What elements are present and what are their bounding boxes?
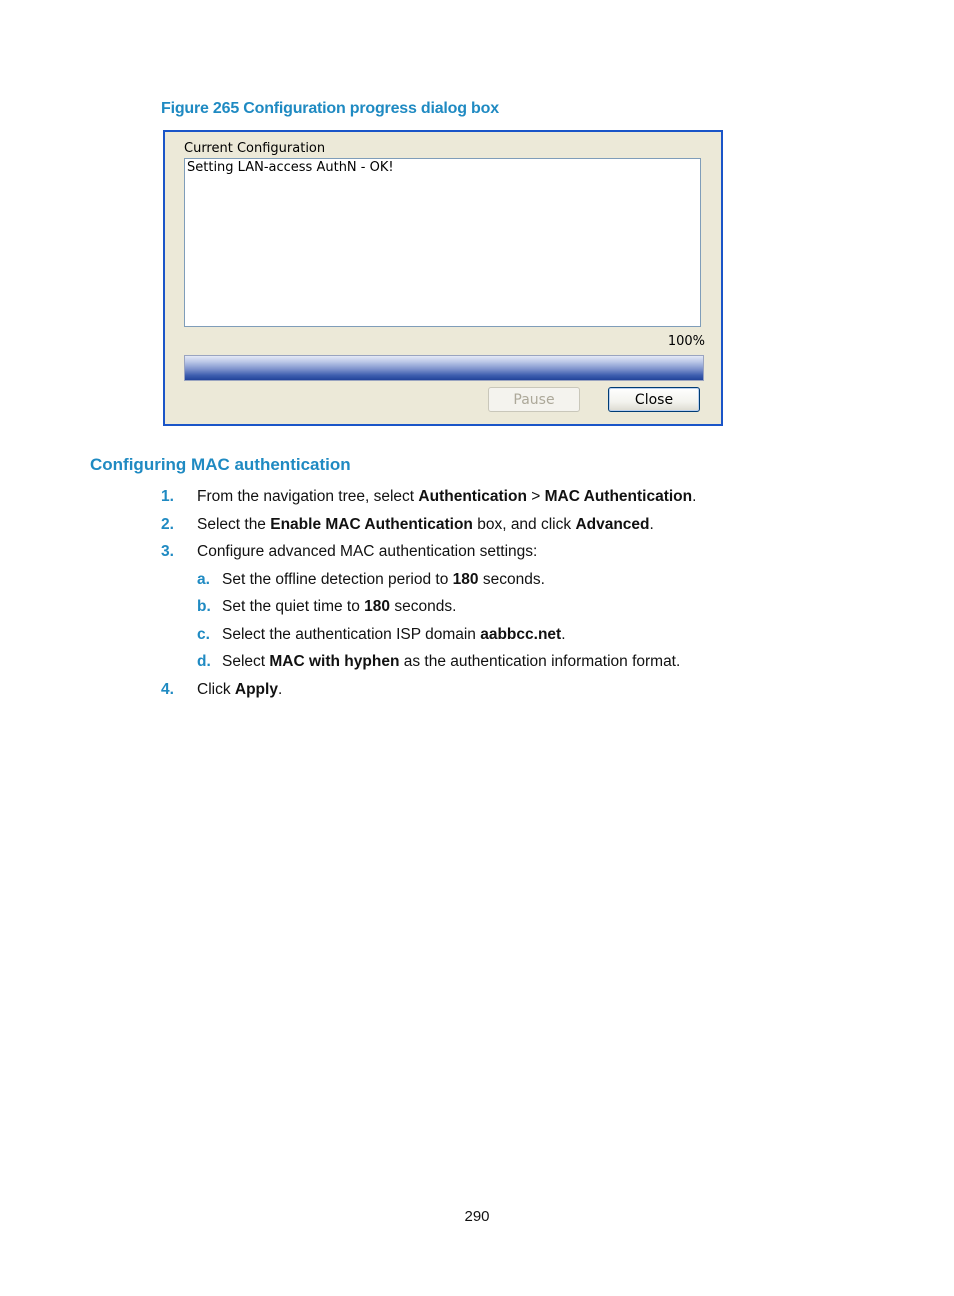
step-number: 2. xyxy=(161,516,174,533)
log-line: Setting LAN-access AuthN - OK! xyxy=(187,160,394,175)
progress-bar-fill xyxy=(185,356,703,380)
substep-text: Set the quiet time to 180 seconds. xyxy=(222,598,457,615)
substep-letter: b. xyxy=(197,598,211,615)
step-number: 1. xyxy=(161,488,174,505)
ui-term: MAC with hyphen xyxy=(269,653,400,670)
configuration-log-box[interactable] xyxy=(184,158,701,327)
substep-letter: d. xyxy=(197,653,211,670)
ui-term: Apply xyxy=(234,681,278,698)
substep-text: Set the offline detection period to 180 seconds. xyxy=(222,571,545,588)
step-text: Click Apply. xyxy=(197,681,283,698)
progress-percent-text: 100% xyxy=(667,334,705,349)
progress-bar xyxy=(184,355,704,381)
step-text: From the navigation tree, select Authentication > MAC Authentication. xyxy=(197,488,697,505)
ui-term: aabbcc.net xyxy=(480,626,562,643)
ui-term: MAC Authentication xyxy=(544,488,693,505)
substep-text: Select the authentication ISP domain aabbcc.net. xyxy=(222,626,566,643)
ui-term: 180 xyxy=(452,571,479,588)
section-heading: Configuring MAC authentication xyxy=(90,455,351,474)
substep-letter: c. xyxy=(197,626,210,643)
step-number: 4. xyxy=(161,681,174,698)
ui-term: 180 xyxy=(364,598,391,615)
substep-text: Select MAC with hyphen as the authentication information format. xyxy=(222,653,681,670)
close-button[interactable]: Close xyxy=(608,387,700,412)
pause-button[interactable]: Pause xyxy=(488,387,580,412)
substep-letter: a. xyxy=(197,571,210,588)
step-text: Select the Enable MAC Authentication box, and click Advanced. xyxy=(197,516,654,533)
page-number: 290 xyxy=(464,1208,490,1225)
step-text: Configure advanced MAC authentication settings: xyxy=(197,543,538,560)
step-number: 3. xyxy=(161,543,174,560)
ui-term: Authentication xyxy=(418,488,527,505)
current-configuration-label: Current Configuration xyxy=(184,141,326,156)
figure-caption: Figure 265 Configuration progress dialog box xyxy=(161,100,499,117)
configuration-progress-dialog xyxy=(163,130,723,426)
ui-term: Advanced xyxy=(575,516,650,533)
ui-term: Enable MAC Authentication xyxy=(270,516,473,533)
